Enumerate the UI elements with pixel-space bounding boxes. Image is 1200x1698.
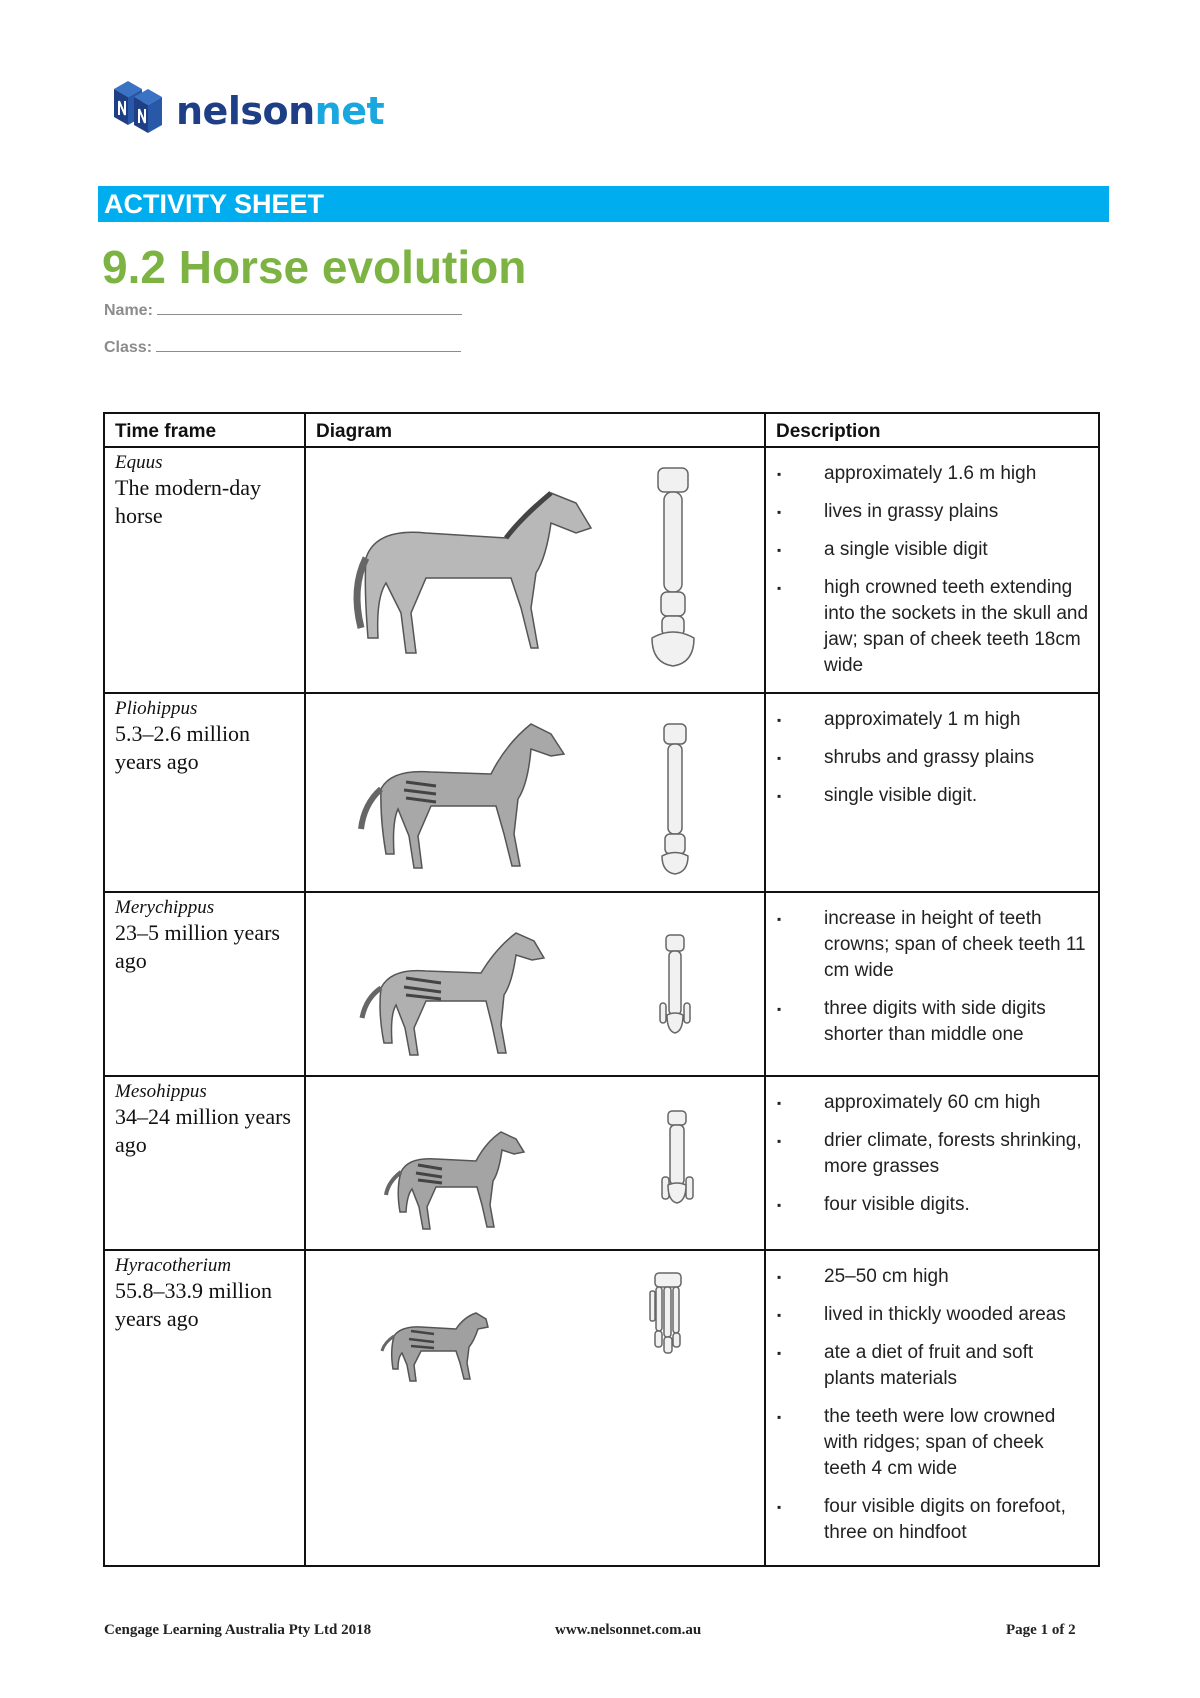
class-field — [104, 337, 461, 357]
description-item: ▪ shrubs and grassy plains — [777, 745, 1089, 771]
description-item: ▪ three digits with side digits shorter than middle one — [777, 996, 1089, 1048]
period-text: 23–5 million years ago — [115, 920, 280, 973]
time-frame-cell — [104, 1076, 305, 1250]
description-list — [767, 894, 1097, 1048]
equus-horse-illustration — [357, 493, 591, 653]
time-frame-cell — [104, 892, 305, 1076]
period-text: 34–24 million years ago — [115, 1104, 291, 1157]
description-item: ▪ 25–50 cm high — [777, 1264, 1089, 1290]
table-row-pliohippus — [104, 693, 1099, 892]
description-cell — [765, 892, 1099, 1076]
description-item: ▪ approximately 60 cm high — [777, 1090, 1089, 1116]
time-frame-cell — [104, 1250, 305, 1566]
description-item: ▪ drier climate, forests shrinking, more grasses — [777, 1128, 1089, 1180]
equus-foot-bone-illustration — [652, 468, 694, 666]
description-cell — [765, 1076, 1099, 1250]
diagram-cell — [305, 1076, 765, 1250]
description-list — [767, 1252, 1097, 1546]
class-label: Class: — [104, 339, 153, 356]
page-title: 9.2 Horse evolution — [102, 241, 527, 293]
class-blank-line — [156, 337, 461, 352]
table-row-equus — [104, 447, 1099, 693]
species-name: Merychippus — [115, 897, 215, 918]
header-description: Description — [765, 413, 1099, 447]
header-diagram: Diagram — [305, 413, 765, 447]
description-list — [767, 1078, 1097, 1218]
diagram-cell — [305, 693, 765, 892]
description-item: ▪ lives in grassy plains — [777, 499, 1089, 525]
footer-page-number: Page 1 of 2 — [1006, 1622, 1076, 1638]
name-field — [104, 300, 462, 320]
time-frame-cell — [104, 447, 305, 693]
species-name: Hyracotherium — [115, 1255, 232, 1276]
merychippus-foot-bone-illustration — [660, 935, 690, 1033]
time-frame-cell — [104, 693, 305, 892]
name-label: Name: — [104, 302, 153, 319]
activity-sheet-banner: ACTIVITY SHEET — [98, 186, 1109, 222]
header-time-frame: Time frame — [104, 413, 305, 447]
description-list — [767, 695, 1097, 809]
description-item: ▪ a single visible digit — [777, 537, 1089, 563]
description-list — [767, 449, 1097, 679]
diagram-cell — [305, 1250, 765, 1566]
description-cell — [765, 447, 1099, 693]
footer-copyright: Cengage Learning Australia Pty Ltd 2018 — [104, 1622, 372, 1638]
footer-website-link[interactable]: www.nelsonnet.com.au — [555, 1622, 702, 1638]
period-text: 5.3–2.6 million years ago — [115, 721, 251, 774]
period-text: 55.8–33.9 million years ago — [115, 1278, 273, 1331]
description-item: ▪ approximately 1.6 m high — [777, 461, 1089, 487]
species-name: Equus — [115, 452, 163, 473]
diagram-cell — [305, 892, 765, 1076]
description-cell — [765, 1250, 1099, 1566]
horse-evolution-table — [103, 412, 1100, 1567]
table-header-row — [104, 413, 1099, 447]
mesohippus-foot-bone-illustration — [662, 1111, 693, 1203]
description-item: ▪ the teeth were low crowned with ridges; span of cheek teeth 4 cm wide — [777, 1404, 1089, 1482]
description-item: ▪ single visible digit. — [777, 783, 1089, 809]
species-name: Mesohippus — [115, 1081, 207, 1102]
nelsonnet-logo — [110, 75, 384, 139]
diagram-cell — [305, 447, 765, 693]
description-item: ▪ four visible digits. — [777, 1192, 1089, 1218]
brand-wordmark: nelsonnet — [176, 89, 385, 133]
table-row-merychippus — [104, 892, 1099, 1076]
description-item: ▪ high crowned teeth extending into the sockets in the skull and jaw; span of cheek teeth 18cm wide — [777, 575, 1089, 679]
mesohippus-horse-illustration — [386, 1132, 524, 1229]
description-item: ▪ four visible digits on forefoot, three on hindfoot — [777, 1494, 1089, 1546]
pliohippus-horse-illustration — [361, 724, 564, 868]
name-blank-line — [157, 300, 462, 315]
description-item: ▪ lived in thickly wooded areas — [777, 1302, 1089, 1328]
table-row-hyracotherium — [104, 1250, 1099, 1566]
description-item: ▪ ate a diet of fruit and soft plants materials — [777, 1340, 1089, 1392]
description-cell — [765, 693, 1099, 892]
merychippus-horse-illustration — [362, 933, 544, 1055]
species-name: Pliohippus — [115, 698, 198, 719]
hyracotherium-illustration — [382, 1313, 488, 1381]
pliohippus-foot-bone-illustration — [662, 724, 688, 874]
description-item: ▪ approximately 1 m high — [777, 707, 1089, 733]
table-row-mesohippus — [104, 1076, 1099, 1250]
cube-logo-icon — [110, 75, 170, 139]
description-item: ▪ increase in height of teeth crowns; span of cheek teeth 11 cm wide — [777, 906, 1089, 984]
hyracotherium-foot-bone-illustration — [650, 1273, 681, 1353]
period-text: The modern-day horse — [115, 475, 261, 528]
